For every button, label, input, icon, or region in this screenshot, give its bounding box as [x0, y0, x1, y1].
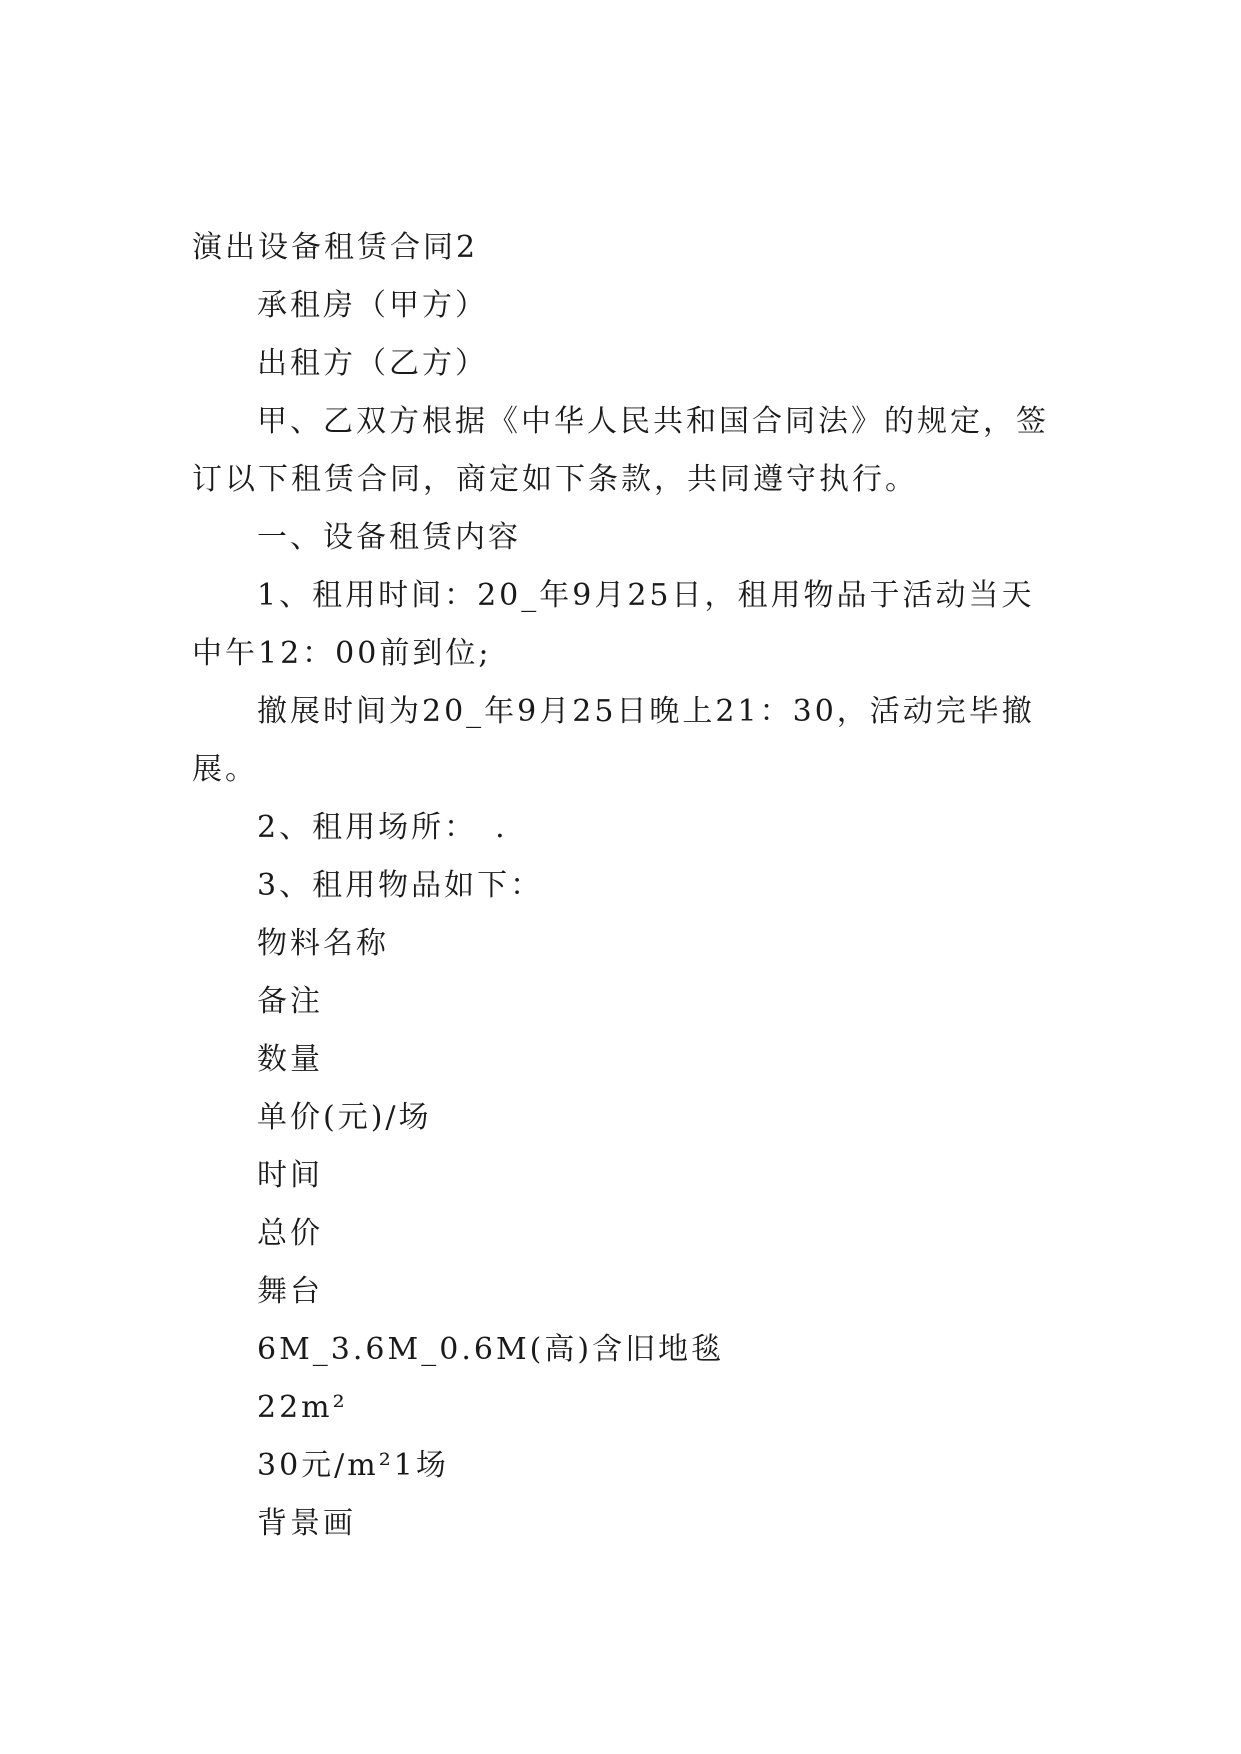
section-heading: 一、设备租赁内容 [257, 520, 521, 555]
list-item: 单价(元)/场 [257, 1100, 432, 1135]
list-item: 6M_3.6M_0.6M(高)含旧地毯 [257, 1332, 725, 1367]
preamble-line-2: 订以下租赁合同，商定如下条款，共同遵守执行。 [192, 462, 918, 497]
list-item: 30元/m²1场 [257, 1448, 449, 1483]
list-item: 数量 [257, 1042, 323, 1077]
rental-time-line-2: 中午12：00前到位; [192, 636, 492, 671]
teardown-line-1: 撤展时间为20_年9月25日晚上21：30，活动完毕撤 [257, 694, 1035, 729]
list-item: 物料名称 [257, 926, 389, 961]
list-item: 备注 [257, 984, 323, 1019]
party-b-line: 出租方（乙方） [257, 346, 488, 381]
party-a-line: 承租房（甲方） [257, 288, 488, 323]
rental-venue-line: 2、租用场所： . [257, 810, 508, 845]
list-item: 时间 [257, 1158, 323, 1193]
list-item: 舞台 [257, 1274, 323, 1309]
list-item: 总价 [257, 1216, 323, 1251]
preamble-line-1: 甲、乙双方根据《中华人民共和国合同法》的规定，签 [257, 404, 1049, 439]
rental-time-line-1: 1、租用时间：20_年9月25日，租用物品于活动当天 [257, 578, 1035, 613]
rental-items-line: 3、租用物品如下： [257, 868, 544, 903]
list-item: 22m² [257, 1390, 348, 1425]
teardown-line-2: 展。 [192, 752, 258, 787]
document-title: 演出设备租赁合同2 [192, 230, 479, 265]
document-body [192, 219, 1054, 1553]
list-item: 背景画 [257, 1506, 356, 1541]
